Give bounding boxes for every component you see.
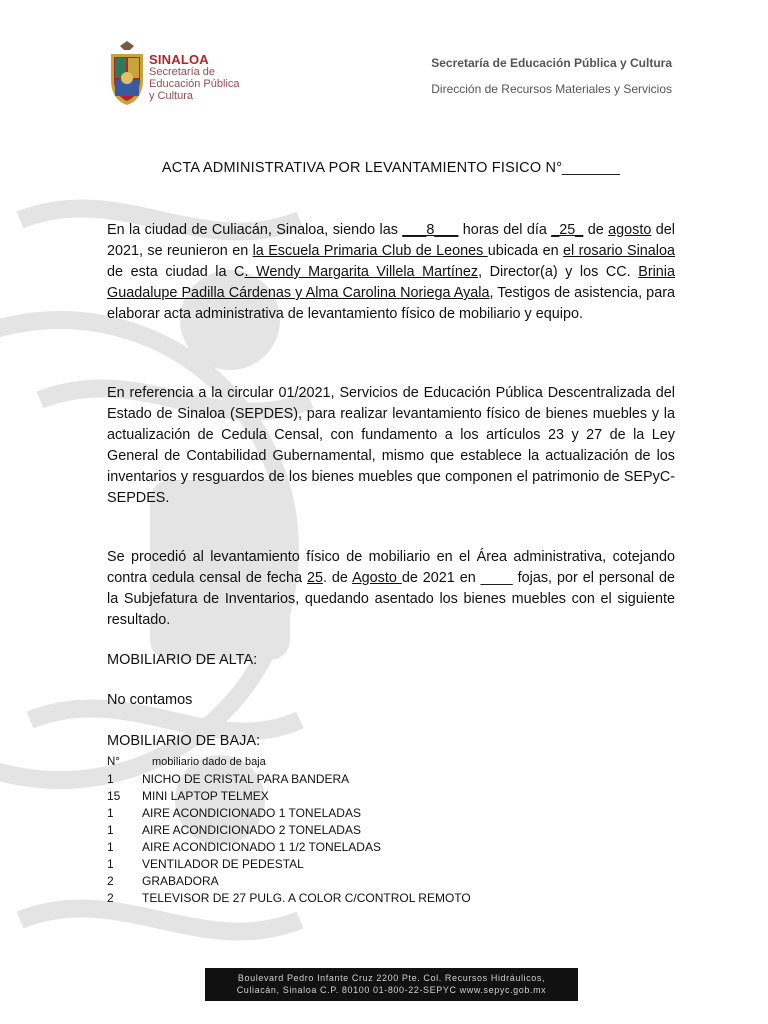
list-item [107,873,471,890]
p3-text-2: . de [322,570,353,586]
list-item [107,788,471,805]
section-baja-heading: MOBILIARIO DE BAJA: [107,733,261,749]
paragraph-procedure [107,547,675,631]
logo-sub-line-1: Secretaría de [149,66,216,78]
list-item-desc: NICHO DE CRISTAL PARA BANDERA [142,772,350,786]
p1-director: . Wendy Margarita Villela Martínez [244,264,479,280]
list-item-qty: 1 [107,840,114,854]
paragraph-meeting [107,220,675,325]
footer-address-bar [205,968,578,1001]
p1-text-1: En la ciudad de Culiacán, Sinaloa, siendo las [107,222,403,238]
p1-day: _25_ [551,222,584,238]
list-item-qty: 1 [107,823,114,837]
section-alta-value: No contamos [107,692,193,708]
list-header-label: mobiliario dado de baja [152,756,266,768]
list-item [107,890,471,907]
list-item-desc: VENTILADOR DE PEDESTAL [142,857,304,871]
list-item-desc: AIRE ACONDICIONADO 1 1/2 TONELADAS [142,840,381,854]
list-item-qty: 1 [107,806,114,820]
list-item-qty: 1 [107,857,114,871]
p1-text-4: del 2021, se reunieron en [107,222,675,259]
paragraph-reference: En referencia a la circular 01/2021, Servicios de Educación Pública Descentralizada del Estado de Sinaloa (SEPDES), para realizar levantamiento físico de bienes muebles y la actualización de Cedula Censal, con fundamento a los artículos 23 y 27 de la Ley General de Contabilidad Gubernamental, mismo que establece la actualización de los inventarios y resguardos de los bienes muebles que componen el patrimonio de SEPyC-SEPDES. [107,385,675,506]
list-item [107,839,471,856]
section-alta-heading: MOBILIARIO DE ALTA: [107,652,258,668]
list-item-desc: TELEVISOR DE 27 PULG. A COLOR C/CONTROL REMOTO [142,891,471,905]
list-item-qty: 2 [107,874,114,888]
list-item-desc: MINI LAPTOP TELMEX [142,789,269,803]
list-item-qty: 2 [107,891,114,905]
logo-state-name: SINALOA [149,52,209,67]
p3-month: Agosto [352,570,402,586]
logo-sub-line-2: Educación Pública [149,78,240,90]
coat-of-arms-icon [106,40,148,106]
p1-text-7: , Director(a) y los CC. [478,264,639,280]
p1-text-2: horas del día [458,222,552,238]
baja-items-list [107,754,471,907]
list-header-number: N° [107,756,120,768]
list-item [107,856,471,873]
logo-sub-line-3: y Cultura [149,90,194,102]
p3-text-1: Se procedió al levantamiento físico de mobiliario en el Área administrativa, cotejando contra cedula censal de fecha [107,549,675,586]
list-item [107,805,471,822]
list-item-desc: AIRE ACONDICIONADO 1 TONELADAS [142,806,361,820]
p3-text-3: de 2021 en ____ fojas, por el personal de la Subjefatura de Inventarios, quedando asentado los bienes muebles con el siguiente resultado. [107,570,675,628]
list-item-qty: 15 [107,789,121,803]
list-item [107,771,471,788]
p3-day: 25 [306,570,323,586]
header-secretaria: Secretaría de Educación Pública y Cultura [431,56,672,70]
footer-line-1: Boulevard Pedro Infante Cruz 2200 Pte. Col. Recursos Hidráulicos, [237,973,546,983]
p1-month: agosto [608,222,652,238]
p1-school: la Escuela Primaria Club de Leones [252,243,488,259]
p1-location: el rosario Sinaloa [563,243,675,259]
p1-text-3: de [583,222,609,238]
footer-line-2: Culiacán, Sinaloa C.P. 80100 01-800-22-SEPYC www.sepyc.gob.mx [236,985,547,995]
document-title: ACTA ADMINISTRATIVA POR LEVANTAMIENTO FISICO N°_______ [161,160,621,176]
header-institution [431,56,672,96]
p1-text-8: , Testigos de asistencia, para elaborar acta administrativa de levantamiento físico de mobiliario y equipo. [107,285,675,322]
list-header [107,754,471,771]
p1-text-6: de esta ciudad la C [107,264,245,280]
list-item-desc: AIRE ACONDICIONADO 2 TONELADAS [142,823,361,837]
p1-witnesses: Brinia Guadalupe Padilla Cárdenas y Alma Carolina Noriega Ayala [107,264,676,301]
list-item-desc: GRABADORA [142,874,219,888]
p1-hour: ___8___ [402,222,459,238]
sinaloa-logo [106,40,266,110]
list-item-qty: 1 [107,772,114,786]
list-item [107,822,471,839]
header-direccion: Dirección de Recursos Materiales y Servicios [431,82,672,96]
p1-text-5: ubicada en [487,243,563,259]
